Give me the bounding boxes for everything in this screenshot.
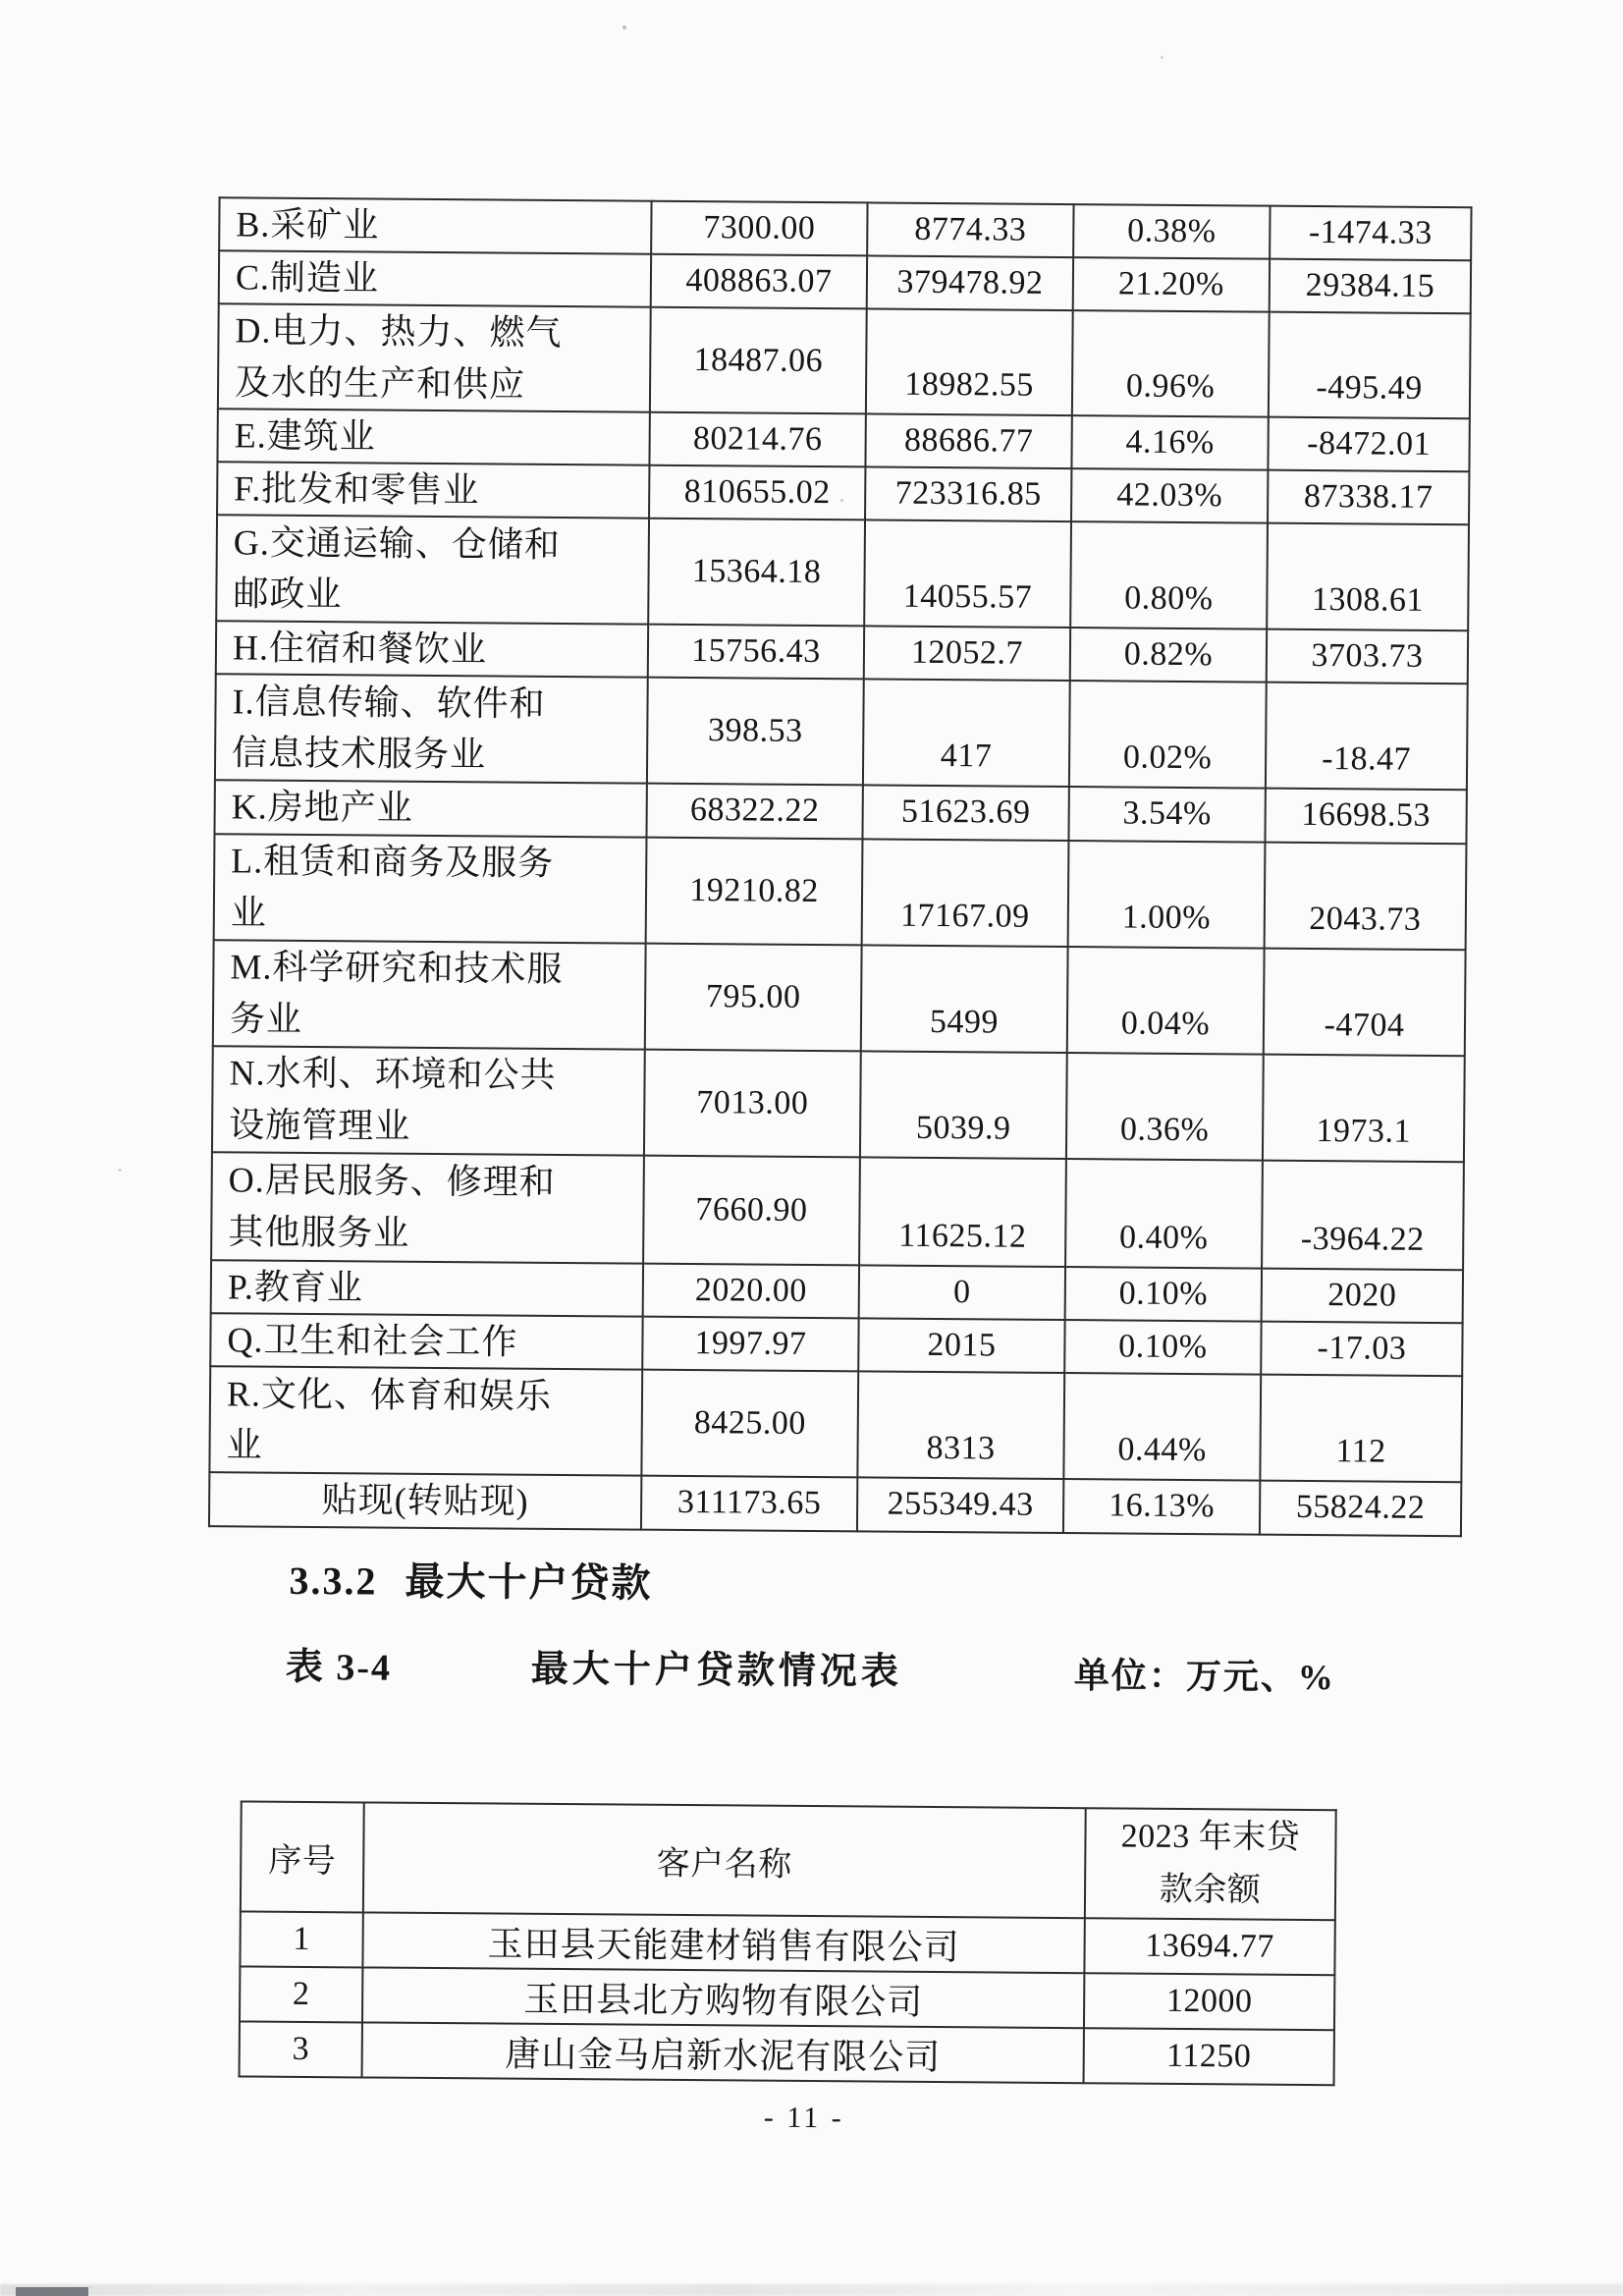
cell-value1: 1997.97	[642, 1316, 858, 1371]
scan-corner-mark	[16, 2287, 88, 2296]
section-number: 3.3.2	[289, 1558, 378, 1604]
cell-industry: F.批发和零售业	[217, 462, 649, 519]
cell-diff: 1973.1	[1263, 1054, 1465, 1162]
cell-percent: 0.04%	[1067, 947, 1265, 1055]
header-customer-name: 客户名称	[363, 1802, 1086, 1918]
table-row	[214, 834, 1467, 950]
cell-value1: 398.53	[647, 678, 864, 786]
table-row	[213, 940, 1466, 1056]
cell-value1: 408863.07	[651, 254, 867, 309]
table-row	[240, 2021, 1334, 2085]
cell-diff: 3703.73	[1267, 629, 1468, 684]
cell-value1: 311173.65	[641, 1476, 857, 1532]
cell-value2: 18982.55	[866, 309, 1073, 415]
cell-industry: G.交通运输、仓储和邮政业	[216, 515, 649, 624]
cell-customer-name: 玉田县北方购物有限公司	[362, 1967, 1084, 2028]
cell-value1: 15364.18	[648, 519, 865, 627]
cell-industry: 贴现(转贴现)	[209, 1472, 641, 1529]
cell-percent: 16.13%	[1063, 1479, 1260, 1535]
cell-value1: 8425.00	[641, 1370, 858, 1478]
cell-diff: -18.47	[1266, 683, 1468, 791]
cell-industry: L.租赁和商务及服务业	[214, 834, 647, 943]
cell-value2: 417	[863, 680, 1070, 788]
table-row	[240, 1966, 1334, 2030]
cell-value1: 15756.43	[648, 625, 864, 680]
cell-value1: 7660.90	[643, 1155, 860, 1265]
cell-percent: 0.80%	[1070, 521, 1268, 629]
cell-industry: Q.卫生和社会工作	[210, 1313, 642, 1370]
table-caption-unit: 单位：万元、%	[1073, 1656, 1335, 1698]
cell-industry: N.水利、环境和公共设施管理业	[212, 1046, 645, 1155]
cell-seq-no: 2	[240, 1966, 362, 2022]
cell-percent: 0.10%	[1065, 1267, 1262, 1322]
cell-industry: P.教育业	[211, 1260, 643, 1317]
cell-industry: D.电力、热力、燃气及水的生产和供应	[218, 304, 651, 412]
cell-percent: 0.40%	[1065, 1159, 1263, 1269]
cell-diff: 29384.15	[1270, 259, 1471, 314]
cell-diff: 2020	[1262, 1268, 1463, 1323]
cell-diff: -4704	[1264, 948, 1466, 1056]
cell-value1: 18487.06	[650, 307, 867, 413]
cell-industry: B.采矿业	[219, 197, 651, 254]
cell-percent: 21.20%	[1073, 257, 1270, 312]
cell-industry: I.信息传输、软件和信息技术服务业	[215, 675, 648, 784]
cell-seq-no: 3	[240, 2021, 362, 2077]
cell-diff: 2043.73	[1265, 842, 1467, 950]
cell-value2: 12052.7	[864, 627, 1070, 682]
table-header-row	[241, 1801, 1336, 1920]
table-row	[216, 515, 1469, 630]
cell-diff: 112	[1260, 1374, 1462, 1482]
cell-value2: 8313	[857, 1371, 1064, 1479]
cell-percent: 1.00%	[1068, 841, 1266, 949]
cell-value2: 255349.43	[857, 1477, 1063, 1533]
cell-balance: 13694.77	[1084, 1918, 1334, 1975]
table-row	[211, 1152, 1464, 1270]
cell-value2: 5499	[861, 945, 1068, 1053]
table-row	[217, 409, 1469, 471]
cell-diff: -3964.22	[1262, 1160, 1464, 1270]
cell-diff: 1308.61	[1267, 523, 1469, 631]
cell-value1: 7300.00	[651, 201, 867, 256]
cell-percent: 4.16%	[1071, 415, 1268, 470]
cell-value1: 2020.00	[643, 1263, 859, 1318]
cell-value2: 0	[859, 1265, 1065, 1320]
page-number: - 11 -	[763, 2101, 844, 2135]
cell-percent: 0.10%	[1064, 1320, 1261, 1375]
cell-diff: 16698.53	[1265, 789, 1466, 844]
table-row	[211, 1260, 1463, 1323]
cell-percent: 0.36%	[1066, 1053, 1264, 1161]
cell-percent: 3.54%	[1068, 787, 1265, 842]
cell-percent: 0.02%	[1069, 681, 1267, 789]
cell-value2: 379478.92	[867, 256, 1073, 311]
cell-value1: 810655.02	[649, 465, 865, 520]
table-row	[216, 621, 1468, 683]
cell-percent: 0.44%	[1063, 1373, 1261, 1481]
cell-percent: 0.82%	[1070, 628, 1267, 683]
cell-percent: 0.96%	[1072, 310, 1270, 416]
section-heading	[289, 1550, 652, 1609]
cell-value1: 80214.76	[649, 411, 865, 466]
section-title: 最大十户贷款	[405, 1558, 653, 1606]
top10-loans-table	[239, 1800, 1337, 2086]
cell-value1: 7013.00	[644, 1049, 861, 1157]
cell-diff: -17.03	[1261, 1321, 1462, 1376]
cell-balance: 12000	[1084, 1973, 1334, 2030]
table-row	[214, 781, 1466, 844]
cell-industry: C.制造业	[219, 250, 651, 307]
scan-speck	[840, 499, 843, 502]
cell-balance: 11250	[1084, 2028, 1334, 2085]
cell-industry: R.文化、体育和娱乐业	[209, 1366, 642, 1475]
table-row	[217, 462, 1469, 524]
scan-speck	[118, 1169, 122, 1172]
cell-value2: 14055.57	[864, 520, 1071, 629]
header-balance-2023: 2023 年末贷款余额	[1085, 1808, 1336, 1920]
cell-value1: 795.00	[645, 943, 862, 1051]
cell-industry: M.科学研究和技术服务业	[213, 940, 646, 1049]
cell-value1: 19210.82	[646, 837, 863, 945]
table-row	[219, 197, 1471, 260]
table-row	[209, 1472, 1461, 1536]
cell-value2: 88686.77	[865, 413, 1071, 468]
header-seq-no: 序号	[241, 1801, 364, 1912]
cell-diff: -1474.33	[1270, 206, 1471, 261]
cell-percent: 0.38%	[1073, 204, 1270, 259]
cell-diff: 55824.22	[1260, 1480, 1461, 1536]
cell-percent: 42.03%	[1071, 468, 1268, 523]
cell-industry: O.居民服务、修理和其他服务业	[211, 1152, 644, 1263]
cell-customer-name: 唐山金马启新水泥有限公司	[362, 2022, 1084, 2083]
scan-edge-band	[0, 2284, 1623, 2296]
table-row	[212, 1046, 1465, 1162]
table-row	[209, 1366, 1462, 1482]
cell-value2: 51623.69	[862, 786, 1068, 841]
cell-value2: 5039.9	[860, 1051, 1067, 1159]
table-row	[210, 1313, 1462, 1376]
cell-value2: 2015	[858, 1318, 1064, 1373]
cell-industry: H.住宿和餐饮业	[216, 621, 648, 678]
table-row	[215, 675, 1468, 791]
table-row	[240, 1911, 1334, 1975]
table-row	[218, 304, 1471, 418]
scan-speck	[1161, 56, 1163, 59]
cell-seq-no: 1	[240, 1911, 362, 1967]
cell-industry: E.建筑业	[217, 409, 649, 465]
table-caption-title: 最大十户贷款情况表	[530, 1648, 902, 1693]
cell-value2: 17167.09	[862, 839, 1069, 947]
cell-diff: 87338.17	[1268, 470, 1469, 525]
cell-value2: 723316.85	[865, 466, 1071, 521]
cell-diff: -495.49	[1269, 312, 1471, 418]
cell-industry: K.房地产业	[214, 781, 646, 838]
table-row	[219, 250, 1471, 313]
cell-value2: 8774.33	[867, 202, 1073, 257]
scan-speck	[622, 26, 626, 29]
cell-diff: -8472.01	[1268, 416, 1469, 471]
cell-value1: 68322.22	[646, 784, 862, 839]
table-caption-number: 表 3-4	[285, 1646, 393, 1689]
cell-value2: 11625.12	[859, 1157, 1066, 1267]
industry-loans-table	[208, 196, 1473, 1537]
cell-customer-name: 玉田县天能建材销售有限公司	[362, 1912, 1084, 1973]
